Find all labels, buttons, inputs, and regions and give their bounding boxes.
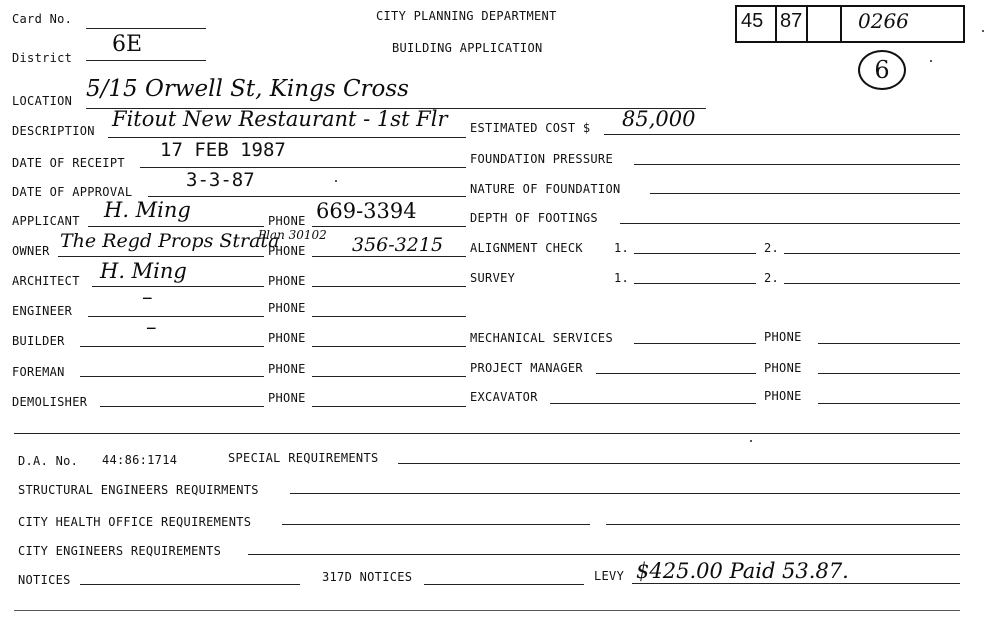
foreman-phone-label: PHONE bbox=[268, 362, 306, 376]
architect-phone-label: PHONE bbox=[268, 274, 306, 288]
nature-of-foundation-line bbox=[650, 193, 960, 194]
project-manager-phone-label: PHONE bbox=[764, 361, 802, 375]
location-value: 5/15 Orwell St, Kings Cross bbox=[86, 76, 409, 102]
special-requirements-line bbox=[398, 463, 960, 464]
owner-label: OWNER bbox=[12, 244, 50, 258]
project-manager-label: PROJECT MANAGER bbox=[470, 361, 583, 375]
project-manager-phone-line bbox=[818, 373, 960, 374]
file-box-divider-1 bbox=[775, 6, 777, 42]
alignment-check-1: 1. bbox=[614, 241, 630, 255]
survey-label: SURVEY bbox=[470, 271, 516, 285]
scan-speck bbox=[982, 30, 984, 32]
file-ref-part2: 87 bbox=[780, 10, 803, 32]
owner-phone-label: PHONE bbox=[268, 244, 306, 258]
applicant-value: H. Ming bbox=[104, 198, 191, 222]
file-ref-part3: 0266 bbox=[858, 9, 909, 33]
department-name: CITY PLANNING DEPARTMENT bbox=[376, 9, 557, 23]
circled-number: 6 bbox=[858, 50, 906, 90]
applicant-phone-line bbox=[312, 226, 466, 227]
owner-plan-note: Plan 30102 bbox=[258, 228, 327, 242]
scan-speck bbox=[930, 60, 932, 62]
owner-phone-value: 356-3215 bbox=[352, 234, 444, 256]
engineer-label: ENGINEER bbox=[12, 304, 73, 318]
builder-line bbox=[80, 346, 264, 347]
date-of-approval-line bbox=[148, 196, 466, 197]
district-line bbox=[86, 60, 206, 61]
structural-requirements-line bbox=[290, 493, 960, 494]
health-requirements-line-1 bbox=[282, 524, 590, 525]
estimated-cost-value: 85,000 bbox=[622, 107, 696, 131]
health-requirements-line-2 bbox=[606, 524, 960, 525]
mechanical-services-phone-line bbox=[818, 343, 960, 344]
notices-317d-label: 317D NOTICES bbox=[322, 570, 413, 584]
owner-value: The Regd Props Strata bbox=[60, 230, 280, 252]
engineer-value: – bbox=[142, 285, 153, 309]
date-of-receipt-value: 17 FEB 1987 bbox=[160, 139, 286, 161]
structural-requirements-label: STRUCTURAL ENGINEERS REQUIRMENTS bbox=[18, 483, 259, 497]
engineers-requirements-label: CITY ENGINEERS REQUIREMENTS bbox=[18, 544, 222, 558]
date-of-approval-label: DATE OF APPROVAL bbox=[12, 185, 133, 199]
estimated-cost-label: ESTIMATED COST $ bbox=[470, 121, 591, 135]
architect-phone-line bbox=[312, 286, 466, 287]
card-no-label: Card No. bbox=[12, 12, 73, 26]
demolisher-phone-line bbox=[312, 406, 466, 407]
da-no-value: 44:86:1714 bbox=[102, 453, 178, 467]
project-manager-line bbox=[596, 373, 756, 374]
foundation-pressure-label: FOUNDATION PRESSURE bbox=[470, 152, 613, 166]
district-value: 6E bbox=[112, 32, 143, 57]
district-label: District bbox=[12, 51, 73, 65]
excavator-phone-line bbox=[818, 403, 960, 404]
engineer-phone-line bbox=[312, 316, 466, 317]
survey-2: 2. bbox=[764, 271, 780, 285]
estimated-cost-line bbox=[604, 134, 960, 135]
date-of-approval-value: 3-3-87 bbox=[186, 169, 255, 191]
foreman-phone-line bbox=[312, 376, 466, 377]
engineers-requirements-line bbox=[248, 554, 960, 555]
file-box-divider-2 bbox=[806, 6, 808, 42]
date-of-receipt-label: DATE OF RECEIPT bbox=[12, 156, 125, 170]
section-divider bbox=[14, 433, 960, 434]
scan-speck bbox=[335, 180, 337, 182]
description-label: DESCRIPTION bbox=[12, 124, 95, 138]
special-requirements-label: SPECIAL REQUIREMENTS bbox=[228, 451, 379, 465]
owner-line bbox=[58, 256, 264, 257]
alignment-check-line-1 bbox=[634, 253, 756, 254]
nature-of-foundation-label: NATURE OF FOUNDATION bbox=[470, 182, 621, 196]
foreman-label: FOREMAN bbox=[12, 365, 65, 379]
owner-phone-line bbox=[312, 256, 466, 257]
architect-line bbox=[92, 286, 264, 287]
health-requirements-label: CITY HEALTH OFFICE REQUIREMENTS bbox=[18, 515, 252, 529]
demolisher-phone-label: PHONE bbox=[268, 391, 306, 405]
excavator-line bbox=[550, 403, 756, 404]
date-of-receipt-line bbox=[140, 167, 466, 168]
levy-line bbox=[632, 583, 960, 584]
card-no-line bbox=[86, 28, 206, 29]
description-line bbox=[108, 137, 466, 138]
levy-label: LEVY bbox=[594, 569, 625, 583]
foreman-line bbox=[80, 376, 264, 377]
survey-1: 1. bbox=[614, 271, 630, 285]
bottom-edge-line bbox=[14, 610, 960, 611]
alignment-check-line-2 bbox=[784, 253, 960, 254]
builder-phone-label: PHONE bbox=[268, 331, 306, 345]
description-value: Fitout New Restaurant - 1st Flr bbox=[112, 107, 448, 131]
mechanical-services-label: MECHANICAL SERVICES bbox=[470, 331, 613, 345]
excavator-label: EXCAVATOR bbox=[470, 390, 538, 404]
applicant-line bbox=[88, 226, 264, 227]
engineer-line bbox=[88, 316, 264, 317]
location-label: LOCATION bbox=[12, 94, 73, 108]
alignment-check-2: 2. bbox=[764, 241, 780, 255]
notices-317d-line bbox=[424, 584, 584, 585]
alignment-check-label: ALIGNMENT CHECK bbox=[470, 241, 583, 255]
applicant-label: APPLICANT bbox=[12, 214, 80, 228]
da-no-label: D.A. No. bbox=[18, 454, 79, 468]
mechanical-services-line bbox=[634, 343, 756, 344]
engineer-phone-label: PHONE bbox=[268, 301, 306, 315]
builder-label: BUILDER bbox=[12, 334, 65, 348]
architect-label: ARCHITECT bbox=[12, 274, 80, 288]
notices-line bbox=[80, 584, 300, 585]
applicant-phone-value: 669-3394 bbox=[316, 199, 417, 223]
file-reference-box bbox=[735, 5, 965, 43]
survey-line-2 bbox=[784, 283, 960, 284]
form-title: BUILDING APPLICATION bbox=[392, 41, 543, 55]
levy-value: $425.00 Paid 53.87. bbox=[636, 559, 849, 583]
notices-label: NOTICES bbox=[18, 573, 71, 587]
file-box-divider-3 bbox=[840, 6, 842, 42]
file-ref-part1: 45 bbox=[741, 10, 764, 32]
mechanical-services-phone-label: PHONE bbox=[764, 330, 802, 344]
architect-value: H. Ming bbox=[100, 259, 187, 283]
scan-speck bbox=[750, 440, 752, 442]
depth-of-footings-line bbox=[620, 223, 960, 224]
excavator-phone-label: PHONE bbox=[764, 389, 802, 403]
demolisher-label: DEMOLISHER bbox=[12, 395, 88, 409]
applicant-phone-label: PHONE bbox=[268, 214, 306, 228]
demolisher-line bbox=[100, 406, 264, 407]
foundation-pressure-line bbox=[634, 164, 960, 165]
builder-phone-line bbox=[312, 346, 466, 347]
depth-of-footings-label: DEPTH OF FOOTINGS bbox=[470, 211, 598, 225]
builder-value: – bbox=[146, 315, 157, 339]
survey-line-1 bbox=[634, 283, 756, 284]
